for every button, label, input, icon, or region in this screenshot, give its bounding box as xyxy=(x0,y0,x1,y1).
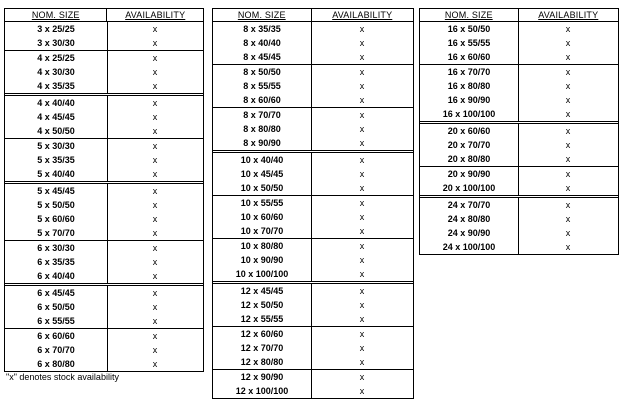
table-body xyxy=(420,22,618,254)
availability-header: AVAILABILITY xyxy=(332,10,393,20)
table-row xyxy=(213,79,413,93)
availability-cell: x xyxy=(359,300,365,310)
availability-cell: x xyxy=(152,302,158,312)
nom-size-cell: 12 x 45/45 xyxy=(240,286,284,296)
table-row xyxy=(5,36,203,50)
row-group xyxy=(5,96,203,139)
availability-cell: x xyxy=(565,200,571,210)
availability-cell: x xyxy=(152,200,158,210)
table-row xyxy=(420,240,618,254)
availability-cell: x xyxy=(565,169,571,179)
table-row xyxy=(5,167,203,181)
availability-cell: x xyxy=(152,112,158,122)
nom-size-cell: 4 x 35/35 xyxy=(37,81,75,91)
table-row xyxy=(420,36,618,50)
nom-size-cell: 12 x 100/100 xyxy=(235,386,289,396)
table-row xyxy=(213,108,413,122)
nom-size-cell: 5 x 50/50 xyxy=(37,200,75,210)
availability-cell: x xyxy=(152,316,158,326)
availability-cell: x xyxy=(359,198,365,208)
row-group xyxy=(5,286,203,329)
nom-size-cell: 5 x 70/70 xyxy=(37,228,75,238)
table-row xyxy=(213,284,413,298)
table-row xyxy=(5,241,203,255)
availability-cell: x xyxy=(152,331,158,341)
table-header xyxy=(420,9,618,22)
table-body xyxy=(213,22,413,398)
row-group xyxy=(213,108,413,153)
table-row xyxy=(213,210,413,224)
availability-cell: x xyxy=(152,243,158,253)
nom-size-cell: 6 x 35/35 xyxy=(37,257,75,267)
row-group xyxy=(420,124,618,167)
availability-cell: x xyxy=(152,271,158,281)
availability-cell: x xyxy=(152,345,158,355)
nom-size-cell: 12 x 55/55 xyxy=(240,314,284,324)
availability-cell: x xyxy=(359,95,365,105)
nom-size-cell: 20 x 70/70 xyxy=(447,140,491,150)
nom-size-cell: 4 x 30/30 xyxy=(37,67,75,77)
table-row xyxy=(420,212,618,226)
availability-cell: x xyxy=(359,110,365,120)
table-row xyxy=(213,122,413,136)
availability-cell: x xyxy=(152,141,158,151)
nom-size-cell: 12 x 50/50 xyxy=(240,300,284,310)
row-group xyxy=(420,22,618,65)
row-group xyxy=(213,22,413,65)
table-row xyxy=(213,327,413,341)
availability-cell: x xyxy=(565,109,571,119)
availability-cell: x xyxy=(359,255,365,265)
availability-cell: x xyxy=(565,242,571,252)
availability-cell: x xyxy=(152,257,158,267)
nom-size-cell: 20 x 90/90 xyxy=(447,169,491,179)
size-table-2 xyxy=(212,8,414,399)
table-row xyxy=(5,110,203,124)
table-row xyxy=(420,107,618,121)
table-row xyxy=(5,153,203,167)
availability-cell: x xyxy=(359,52,365,62)
nom-size-cell: 10 x 50/50 xyxy=(240,183,284,193)
table-row xyxy=(5,343,203,357)
availability-cell: x xyxy=(565,154,571,164)
size-table-1 xyxy=(4,8,204,372)
nom-size-cell: 5 x 45/45 xyxy=(37,186,75,196)
availability-cell: x xyxy=(359,286,365,296)
row-group xyxy=(213,284,413,327)
table-row xyxy=(5,79,203,93)
availability-cell: x xyxy=(359,269,365,279)
availability-cell: x xyxy=(565,81,571,91)
table-row xyxy=(5,269,203,283)
row-group xyxy=(5,139,203,184)
table-row xyxy=(420,138,618,152)
nom-size-cell: 16 x 100/100 xyxy=(442,109,496,119)
availability-cell: x xyxy=(152,359,158,369)
nom-size-cell: 10 x 55/55 xyxy=(240,198,284,208)
nom-size-cell: 16 x 60/60 xyxy=(447,52,491,62)
nom-size-cell: 10 x 90/90 xyxy=(240,255,284,265)
table-row xyxy=(420,65,618,79)
table-row xyxy=(213,267,413,281)
availability-header: AVAILABILITY xyxy=(538,10,599,20)
availability-cell: x xyxy=(152,155,158,165)
row-group xyxy=(5,241,203,286)
table-row xyxy=(5,329,203,343)
nom-size-cell: 8 x 80/80 xyxy=(243,124,281,134)
availability-cell: x xyxy=(359,314,365,324)
nom-size-cell: 24 x 100/100 xyxy=(442,242,496,252)
table-row xyxy=(213,384,413,398)
availability-cell: x xyxy=(152,38,158,48)
table-row xyxy=(5,51,203,65)
table-row xyxy=(5,300,203,314)
row-group xyxy=(213,196,413,239)
nom-size-cell: 10 x 100/100 xyxy=(235,269,289,279)
table-row xyxy=(213,136,413,150)
availability-cell: x xyxy=(565,67,571,77)
table-row xyxy=(213,312,413,326)
nom-size-cell: 6 x 55/55 xyxy=(37,316,75,326)
nom-size-header: NOM. SIZE xyxy=(420,9,519,21)
table-row xyxy=(213,153,413,167)
availability-cell: x xyxy=(565,183,571,193)
nom-size-cell: 16 x 80/80 xyxy=(447,81,491,91)
nom-size-cell: 20 x 60/60 xyxy=(447,126,491,136)
availability-cell: x xyxy=(565,38,571,48)
table-row xyxy=(213,370,413,384)
table-row xyxy=(5,226,203,240)
row-group xyxy=(420,65,618,124)
availability-cell: x xyxy=(359,124,365,134)
nom-size-cell: 12 x 60/60 xyxy=(240,329,284,339)
table-row xyxy=(5,286,203,300)
table-row xyxy=(5,124,203,138)
availability-cell: x xyxy=(359,357,365,367)
nom-size-cell: 6 x 30/30 xyxy=(37,243,75,253)
availability-cell: x xyxy=(152,24,158,34)
row-group xyxy=(5,184,203,241)
nom-size-cell: 3 x 25/25 xyxy=(37,24,75,34)
availability-cell: x xyxy=(152,169,158,179)
table-row xyxy=(420,50,618,64)
table-row xyxy=(213,181,413,195)
availability-cell: x xyxy=(152,53,158,63)
availability-cell: x xyxy=(565,228,571,238)
nom-size-cell: 10 x 40/40 xyxy=(240,155,284,165)
table-row xyxy=(213,355,413,369)
table-row xyxy=(5,198,203,212)
availability-cell: x xyxy=(359,24,365,34)
nom-size-cell: 24 x 90/90 xyxy=(447,228,491,238)
row-group xyxy=(213,153,413,196)
nom-size-cell: 8 x 60/60 xyxy=(243,95,281,105)
availability-cell: x xyxy=(152,186,158,196)
nom-size-cell: 16 x 50/50 xyxy=(447,24,491,34)
nom-size-cell: 6 x 40/40 xyxy=(37,271,75,281)
nom-size-cell: 3 x 30/30 xyxy=(37,38,75,48)
footnote: "x" denotes stock availability xyxy=(6,372,119,382)
availability-cell: x xyxy=(359,372,365,382)
nom-size-cell: 4 x 25/25 xyxy=(37,53,75,63)
row-group xyxy=(213,65,413,108)
row-group xyxy=(213,370,413,398)
nom-size-cell: 6 x 50/50 xyxy=(37,302,75,312)
nom-size-cell: 8 x 35/35 xyxy=(243,24,281,34)
nom-size-cell: 16 x 55/55 xyxy=(447,38,491,48)
table-row xyxy=(213,341,413,355)
size-table-3 xyxy=(419,8,619,255)
table-row xyxy=(420,167,618,181)
nom-size-cell: 10 x 60/60 xyxy=(240,212,284,222)
nom-size-cell: 16 x 90/90 xyxy=(447,95,491,105)
availability-cell: x xyxy=(359,38,365,48)
availability-cell: x xyxy=(152,126,158,136)
nom-size-cell: 4 x 45/45 xyxy=(37,112,75,122)
table-row xyxy=(5,357,203,371)
nom-size-cell: 6 x 80/80 xyxy=(37,359,75,369)
availability-cell: x xyxy=(565,126,571,136)
availability-cell: x xyxy=(359,386,365,396)
table-row xyxy=(420,124,618,138)
availability-cell: x xyxy=(359,343,365,353)
nom-size-cell: 20 x 80/80 xyxy=(447,154,491,164)
table-row xyxy=(5,22,203,36)
nom-size-cell: 8 x 50/50 xyxy=(243,67,281,77)
nom-size-cell: 4 x 40/40 xyxy=(37,98,75,108)
nom-size-cell: 8 x 70/70 xyxy=(243,110,281,120)
nom-size-cell: 12 x 80/80 xyxy=(240,357,284,367)
availability-cell: x xyxy=(359,329,365,339)
availability-cell: x xyxy=(152,288,158,298)
row-group xyxy=(5,51,203,96)
availability-header: AVAILABILITY xyxy=(125,10,186,20)
availability-cell: x xyxy=(359,212,365,222)
row-group xyxy=(213,327,413,370)
table-row xyxy=(213,196,413,210)
nom-size-cell: 4 x 50/50 xyxy=(37,126,75,136)
availability-cell: x xyxy=(565,214,571,224)
row-group xyxy=(213,239,413,284)
row-group xyxy=(420,167,618,198)
availability-cell: x xyxy=(359,241,365,251)
nom-size-cell: 8 x 55/55 xyxy=(243,81,281,91)
table-row xyxy=(213,224,413,238)
nom-size-cell: 20 x 100/100 xyxy=(442,183,496,193)
availability-cell: x xyxy=(565,52,571,62)
availability-cell: x xyxy=(152,214,158,224)
table-row xyxy=(5,65,203,79)
availability-cell: x xyxy=(152,81,158,91)
table-row xyxy=(420,22,618,36)
table-row xyxy=(213,22,413,36)
nom-size-cell: 10 x 45/45 xyxy=(240,169,284,179)
table-row xyxy=(213,167,413,181)
table-row xyxy=(5,212,203,226)
availability-cell: x xyxy=(152,67,158,77)
nom-size-header: NOM. SIZE xyxy=(5,9,107,21)
nom-size-cell: 10 x 70/70 xyxy=(240,226,284,236)
availability-cell: x xyxy=(359,138,365,148)
availability-cell: x xyxy=(359,169,365,179)
availability-cell: x xyxy=(152,98,158,108)
availability-cell: x xyxy=(565,95,571,105)
availability-cell: x xyxy=(152,228,158,238)
table-row xyxy=(213,36,413,50)
table-row xyxy=(420,93,618,107)
table-header xyxy=(5,9,203,22)
row-group xyxy=(5,329,203,371)
table-row xyxy=(420,198,618,212)
table-row xyxy=(5,184,203,198)
availability-cell: x xyxy=(359,226,365,236)
table-row xyxy=(5,96,203,110)
nom-size-cell: 5 x 30/30 xyxy=(37,141,75,151)
nom-size-cell: 24 x 80/80 xyxy=(447,214,491,224)
table-row xyxy=(420,181,618,195)
table-row xyxy=(420,226,618,240)
table-header xyxy=(213,9,413,22)
nom-size-cell: 24 x 70/70 xyxy=(447,200,491,210)
nom-size-cell: 6 x 70/70 xyxy=(37,345,75,355)
table-row xyxy=(5,139,203,153)
nom-size-cell: 12 x 70/70 xyxy=(240,343,284,353)
nom-size-cell: 5 x 35/35 xyxy=(37,155,75,165)
table-row xyxy=(213,65,413,79)
nom-size-cell: 6 x 60/60 xyxy=(37,331,75,341)
nom-size-cell: 6 x 45/45 xyxy=(37,288,75,298)
table-row xyxy=(5,314,203,328)
nom-size-header: NOM. SIZE xyxy=(213,9,312,21)
nom-size-cell: 16 x 70/70 xyxy=(447,67,491,77)
table-row xyxy=(420,79,618,93)
table-row xyxy=(213,93,413,107)
availability-cell: x xyxy=(565,24,571,34)
availability-cell: x xyxy=(359,155,365,165)
nom-size-cell: 8 x 45/45 xyxy=(243,52,281,62)
nom-size-cell: 12 x 90/90 xyxy=(240,372,284,382)
table-row xyxy=(213,50,413,64)
availability-cell: x xyxy=(565,140,571,150)
row-group xyxy=(5,22,203,51)
nom-size-cell: 5 x 60/60 xyxy=(37,214,75,224)
nom-size-cell: 10 x 80/80 xyxy=(240,241,284,251)
table-row xyxy=(213,253,413,267)
table-row xyxy=(213,239,413,253)
table-row xyxy=(420,152,618,166)
table-row xyxy=(5,255,203,269)
row-group xyxy=(420,198,618,254)
nom-size-cell: 8 x 90/90 xyxy=(243,138,281,148)
nom-size-cell: 5 x 40/40 xyxy=(37,169,75,179)
availability-cell: x xyxy=(359,67,365,77)
table-row xyxy=(213,298,413,312)
availability-cell: x xyxy=(359,183,365,193)
nom-size-cell: 8 x 40/40 xyxy=(243,38,281,48)
availability-cell: x xyxy=(359,81,365,91)
table-body xyxy=(5,22,203,371)
